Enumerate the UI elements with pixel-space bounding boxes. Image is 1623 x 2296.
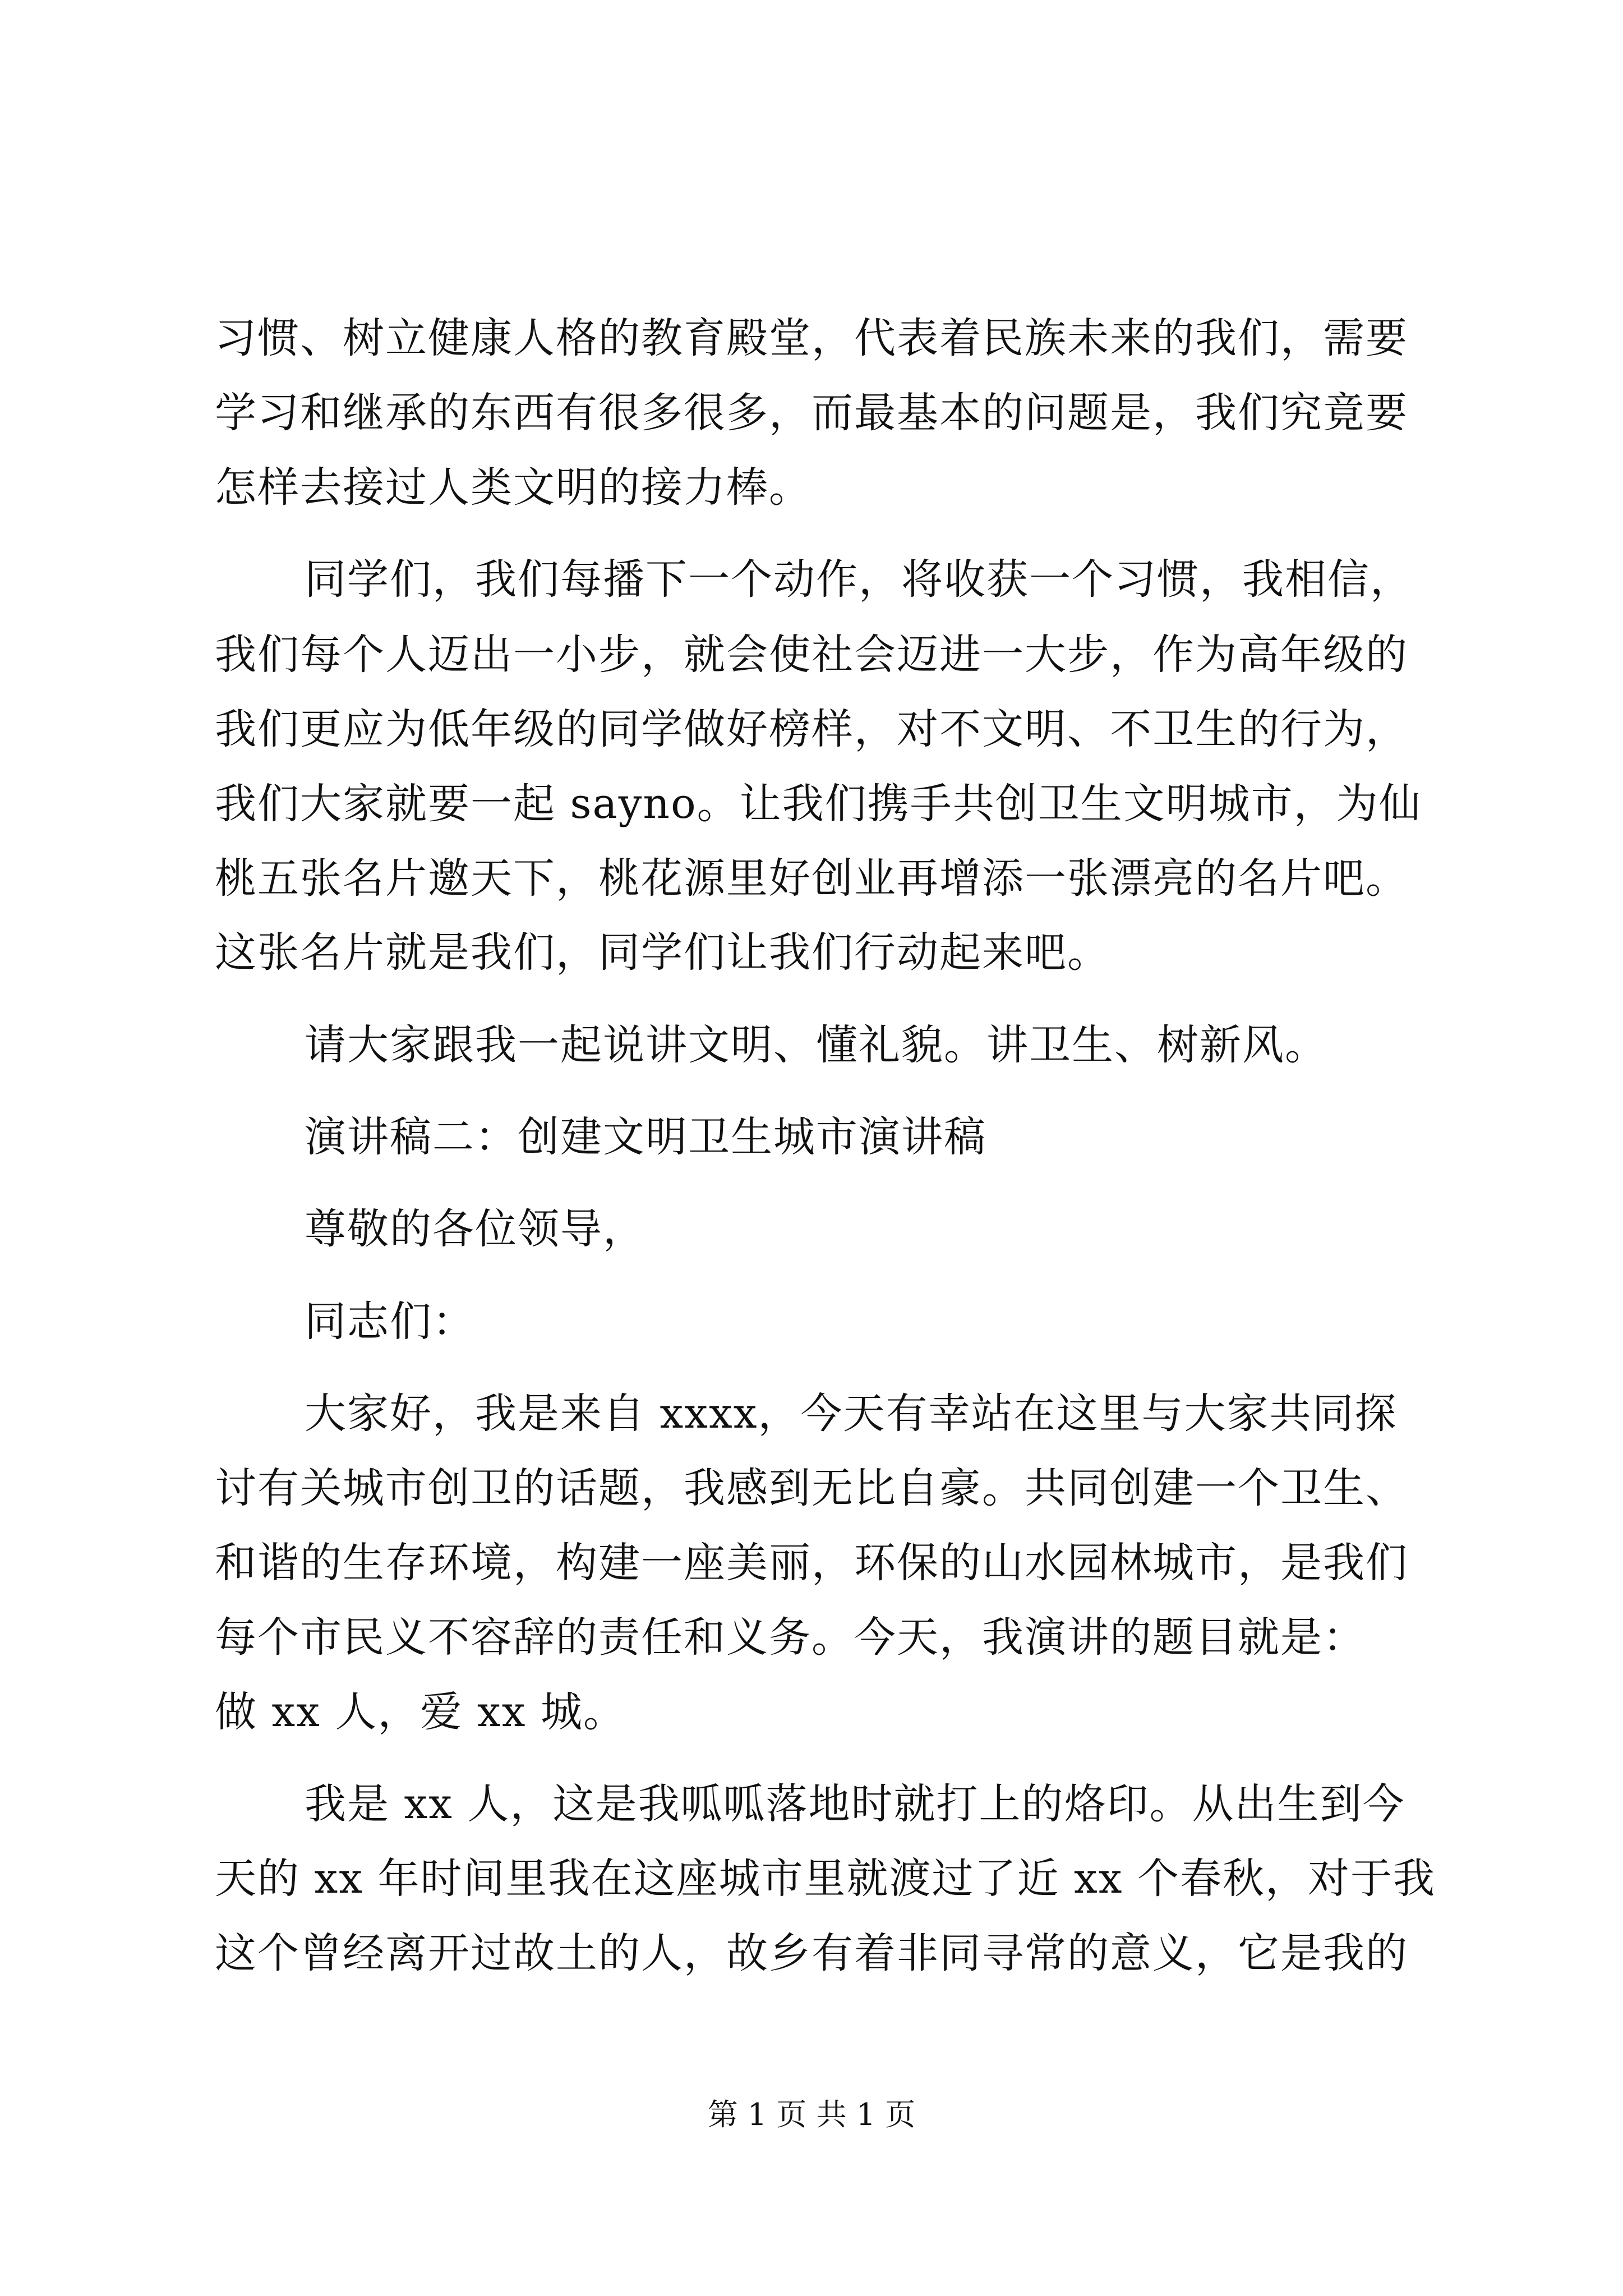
body-text-line: 和谐的生存环境，构建一座美丽，环保的山水园林城市，是我们	[215, 1539, 1408, 1587]
page-footer: 第 1 页 共 1 页	[707, 2097, 916, 2132]
body-text-line: 我们大家就要一起 sayno。让我们携手共创卫生文明城市，为仙	[215, 780, 1422, 828]
body-text-line: 同学们，我们每播下一个动作，将收获一个习惯，我相信，	[305, 555, 1413, 604]
body-text-line: 讨有关城市创卫的话题，我感到无比自豪。共同创建一个卫生、	[215, 1464, 1408, 1512]
body-text-line: 这张名片就是我们，同学们让我们行动起来吧。	[215, 928, 1110, 977]
body-text-line: 请大家跟我一起说讲文明、懂礼貌。讲卫生、树新风。	[305, 1021, 1327, 1069]
body-text-line: 我们每个人迈出一小步，就会使社会迈进一大步，作为高年级的	[215, 631, 1408, 679]
body-text-line: 怎样去接过人类文明的接力棒。	[215, 463, 811, 512]
body-text-line: 学习和继承的东西有很多很多，而最基本的问题是，我们究竟要	[215, 389, 1408, 437]
body-text-line: 桃五张名片邀天下，桃花源里好创业再增添一张漂亮的名片吧。	[215, 854, 1408, 903]
section-heading: 演讲稿二：创建文明卫生城市演讲稿	[305, 1113, 986, 1161]
body-text-line: 天的 xx 年时间里我在这座城市里就渡过了近 xx 个春秋，对于我	[215, 1855, 1436, 1903]
body-text-line: 每个市民义不容辞的责任和义务。今天，我演讲的题目就是：	[215, 1613, 1366, 1662]
salutation-line: 尊敬的各位领导，	[305, 1205, 645, 1253]
body-text-line: 习惯、树立健康人格的教育殿堂，代表着民族未来的我们，需要	[215, 314, 1408, 362]
body-text-line: 大家好，我是来自 xxxx，今天有幸站在这里与大家共同探	[305, 1389, 1398, 1438]
body-text-line: 做 xx 人，爱 xx 城。	[215, 1688, 626, 1736]
body-text-line: 我是 xx 人，这是我呱呱落地时就打上的烙印。从出生到今	[305, 1780, 1405, 1828]
body-text-line: 我们更应为低年级的同学做好榜样，对不文明、不卫生的行为，	[215, 705, 1408, 753]
salutation-line: 同志们：	[305, 1297, 475, 1346]
body-text-line: 这个曾经离开过故土的人，故乡有着非同寻常的意义，它是我的	[215, 1929, 1408, 1977]
